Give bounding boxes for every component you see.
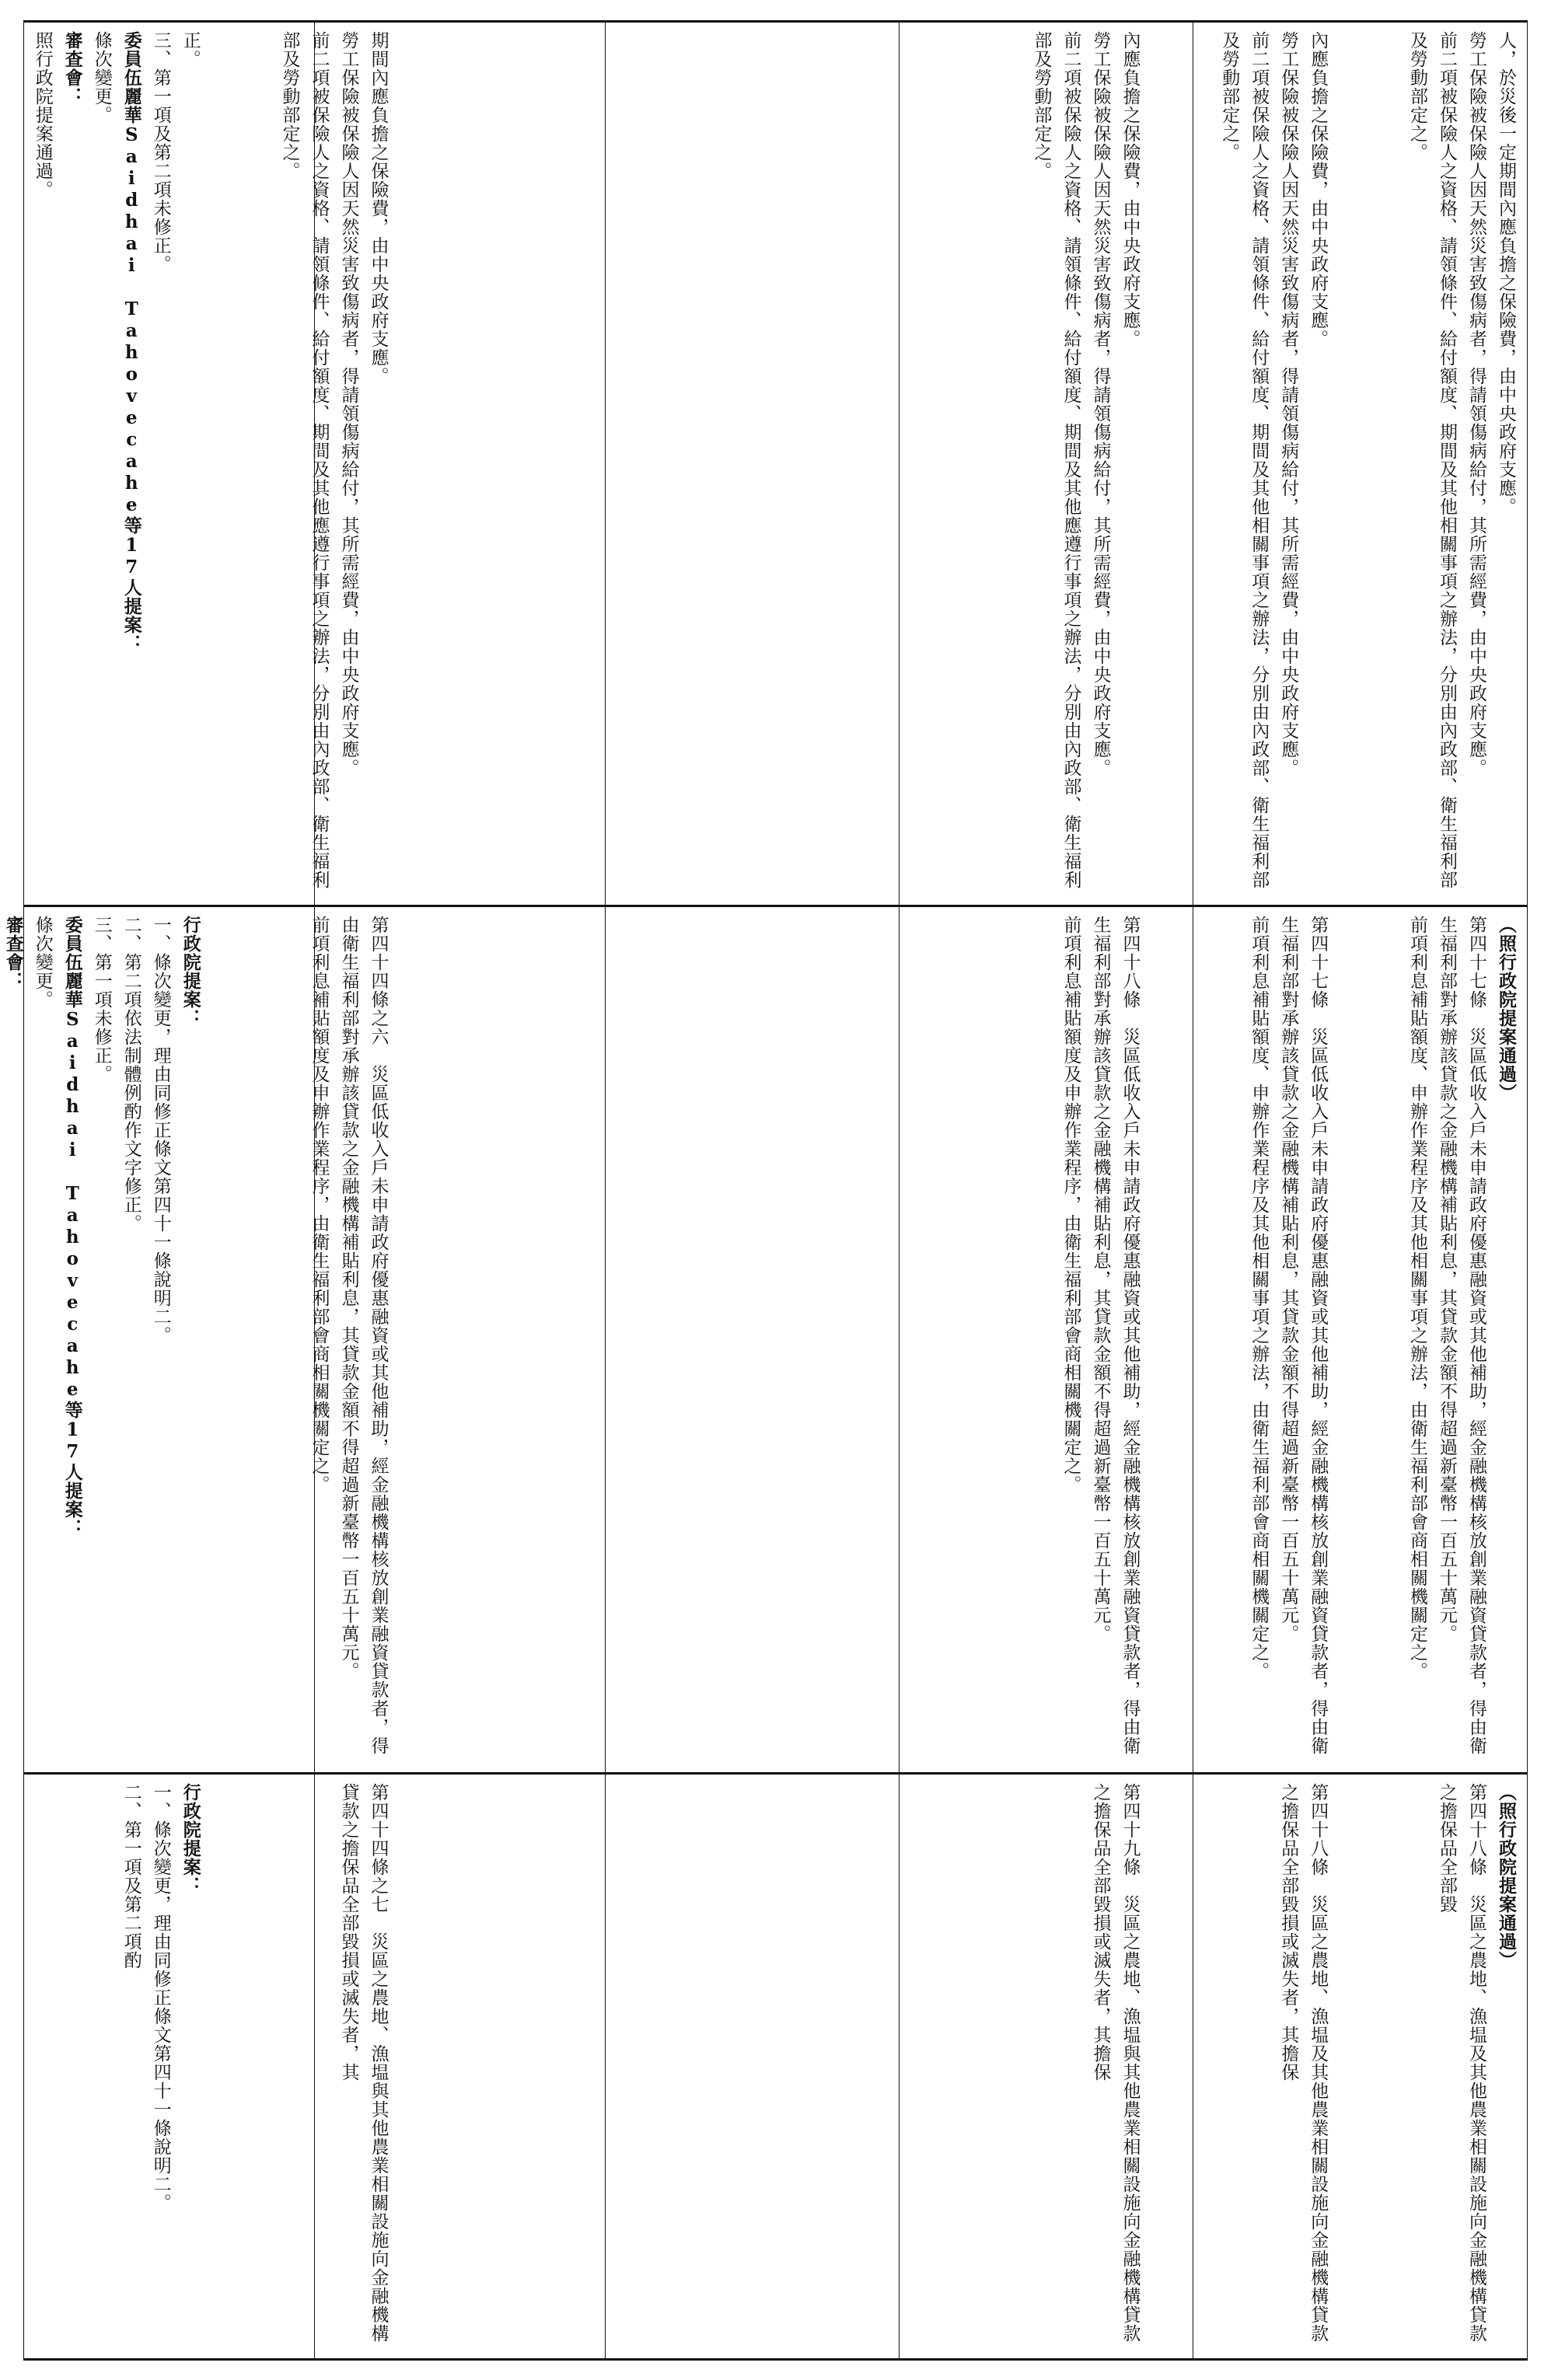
cell-paragraph: 前二項被保險人之資格、請領條件、給付額度、期間及其他應遵行事項之辦法，分別由內政部、衛生福利部及勞動部定之。 <box>279 31 330 889</box>
cell-paragraph: 第四十七條 災區低收入戶未申請政府優惠融資或其他補助，經金融機構核放創業融資貸款者，得由衛生福利部對承辦該貸款之金融機構補貼利息，其貸款金額不得超過新臺幣一百五十萬元。 <box>1437 916 1486 1755</box>
table-cell-band-1-c8 <box>25 23 210 902</box>
table-cell-band-3-c1 <box>1340 1775 1525 2355</box>
cell-paragraph: 第四十九條 災區之農地、漁塭與其他農業相關設施向金融機構貸款之擔保品全部毀損或滅失者，其擔保 <box>1090 1783 1141 2343</box>
table-cell-band-2-c4 <box>777 908 962 1769</box>
cell-paragraph: 前二項被保險人之資格、請領條件、給付額度、期間及其他應遵行事項之辦法，分別由內政部、衛生福利部及勞動部定之。 <box>1031 31 1081 889</box>
table-cell-band-3-c7 <box>213 1775 398 2355</box>
cell-paragraph: 委員伍麗華Saidhai Tahovecahe等17人提案： <box>121 31 142 653</box>
cell-paragraph: 二、第一項及第二項酌 <box>121 1783 141 1970</box>
document-table <box>2 20 1528 2360</box>
table-cell-band-2-c1 <box>1340 908 1525 1769</box>
cell-paragraph: 審查會： <box>61 31 83 106</box>
table-cell-band-1-c7 <box>213 23 398 902</box>
cell-paragraph: 前二項被保險人之資格、請領條件、給付額度、期間及其他相關事項之辦法，分別由內政部、衛生福利部及勞動部定之。 <box>1407 31 1457 889</box>
cell-paragraph: 審查會： <box>2 916 24 990</box>
cell-paragraph: 三、第一項及第二項未修正。 <box>150 31 171 274</box>
band-divider <box>23 905 1528 907</box>
band-divider <box>23 1772 1528 1775</box>
cell-paragraph: 前項利息補貼額度及申辦作業程序，由衛生福利部會商相關機關定之。 <box>1060 916 1081 1494</box>
table-cell-band-1-c4 <box>777 23 962 902</box>
cell-paragraph: 前項利息補貼額度及申辦作業程序，由衛生福利部會商相關機關定之。 <box>309 916 330 1494</box>
cell-paragraph: 勞工保險被保險人因天然災害致傷病者，得請領傷病給付，其所需經費，由中央政府支應。 <box>1278 31 1299 777</box>
cell-paragraph: 內應負擔之保險費，由中央政府支應。 <box>1120 31 1141 348</box>
cell-paragraph: 第四十八條 災區低收入戶未申請政府優惠融資或其他補助，經金融機構核放創業融資貸款者，得由衛生福利部對承辦該貸款之金融機構補貼利息，其貸款金額不得超過新臺幣一百五十萬元。 <box>1090 916 1141 1755</box>
table-bottom-rule <box>23 2358 1528 2361</box>
table-cell-band-1-c6 <box>401 23 586 902</box>
cell-paragraph: 前二項被保險人之資格、請領條件、給付額度、期間及其他相關事項之辦法，分別由內政部、衛生福利部及勞動部定之。 <box>1219 31 1270 889</box>
column-rule <box>1527 20 1528 2360</box>
cell-paragraph: 前項利息補貼額度、申辦作業程序及其他相關事項之辦法，由衛生福利部會商相關機關定之。 <box>1249 916 1270 1680</box>
cell-paragraph: 委員伍麗華Saidhai Tahovecahe等17人提案： <box>61 916 83 1537</box>
cell-paragraph: 第四十八條 災區之農地、漁塭及其他農業相關設施向金融機構貸款之擔保品全部毀 <box>1437 1783 1486 2343</box>
table-cell-band-1-c2 <box>1153 23 1338 902</box>
table-cell-band-3-c6 <box>401 1775 586 2355</box>
cell-paragraph: 前項利息補貼額度、申辦作業程序及其他相關事項之辦法，由衛生福利部會商相關機關定之。 <box>1407 916 1427 1680</box>
cell-paragraph: 第四十四條之六 災區低收入戶未申請政府優惠融資或其他補助，經金融機構核放創業融資貸款者，得由衛生福利部對承辦該貸款之金融機構補貼利息，其貸款金額不得超過新臺幣一百五十萬元。 <box>338 916 389 1755</box>
cell-paragraph: 期間內應負擔之保險費，由中央政府支應。 <box>368 31 389 386</box>
cell-paragraph: （照行政院提案通過） <box>1496 1783 1517 1970</box>
cell-paragraph: 一、條次變更，理由同修正條文第四十一條說明二。 <box>150 916 171 1345</box>
cell-paragraph: 照行政院提案通過。 <box>32 31 53 199</box>
table-cell-band-2-c6 <box>401 908 586 1769</box>
cell-paragraph: 第四十七條 災區低收入戶未申請政府優惠融資或其他補助，經金融機構核放創業融資貸款者，得由衛生福利部對承辦該貸款之金融機構補貼利息，其貸款金額不得超過新臺幣一百五十萬元。 <box>1278 916 1329 1755</box>
cell-paragraph: 內應負擔之保險費，由中央政府支應。 <box>1308 31 1329 348</box>
table-cell-band-1-c1 <box>1340 23 1525 902</box>
table-cell-band-3-c8 <box>25 1775 210 2355</box>
cell-paragraph: 第四十八條 災區之農地、漁塭及其他農業相關設施向金融機構貸款之擔保品全部毀損或滅失者，其擔保 <box>1278 1783 1329 2343</box>
table-cell-band-2-c8 <box>2 908 210 1769</box>
cell-paragraph: 第四十四條之七 災區之農地、漁塭與其他農業相關設施向金融機構貸款之擔保品全部毀損或滅失者，其 <box>338 1783 389 2343</box>
cell-paragraph: 勞工保險被保險人因天然災害致傷病者，得請領傷病給付，其所需經費，由中央政府支應。 <box>1090 31 1111 777</box>
cell-paragraph: 條次變更。 <box>91 31 112 124</box>
table-cell-band-2-c3 <box>965 908 1150 1769</box>
table-cell-band-3-c3 <box>965 1775 1150 2355</box>
cell-paragraph: 正。 <box>180 31 201 68</box>
cell-paragraph: 一、條次變更，理由同修正條文第四十一條說明二。 <box>150 1783 171 2212</box>
cell-paragraph: 條次變更。 <box>32 916 53 1009</box>
cell-paragraph: 二、第二項依法制體例酌作文字修正。 <box>121 916 141 1233</box>
table-cell-band-2-c2 <box>1153 908 1338 1769</box>
cell-paragraph: （照行政院提案通過） <box>1496 916 1517 1102</box>
table-cell-band-1-c5 <box>589 23 774 902</box>
table-cell-band-2-c7 <box>213 908 398 1769</box>
cell-paragraph: 三、第一項未修正。 <box>91 916 112 1084</box>
table-cell-band-3-c4 <box>777 1775 962 2355</box>
cell-paragraph: 行政院提案： <box>180 1783 201 1895</box>
table-cell-band-1-c3 <box>965 23 1150 902</box>
cell-paragraph: 勞工保險被保險人因天然災害致傷病者，得請領傷病給付，其所需經費，由中央政府支應。 <box>338 31 359 777</box>
cell-paragraph: 勞工保險被保險人因天然災害致傷病者，得請領傷病給付，其所需經費，由中央政府支應。 <box>1466 31 1486 777</box>
table-cell-band-3-c2 <box>1153 1775 1338 2355</box>
cell-paragraph: 行政院提案： <box>180 916 201 1028</box>
table-cell-band-2-c5 <box>589 908 774 1769</box>
cell-paragraph: 人，於災後一定期間內應負擔之保險費，由中央政府支應。 <box>1496 31 1516 516</box>
table-cell-band-3-c5 <box>589 1775 774 2355</box>
table-top-rule <box>23 20 1528 23</box>
